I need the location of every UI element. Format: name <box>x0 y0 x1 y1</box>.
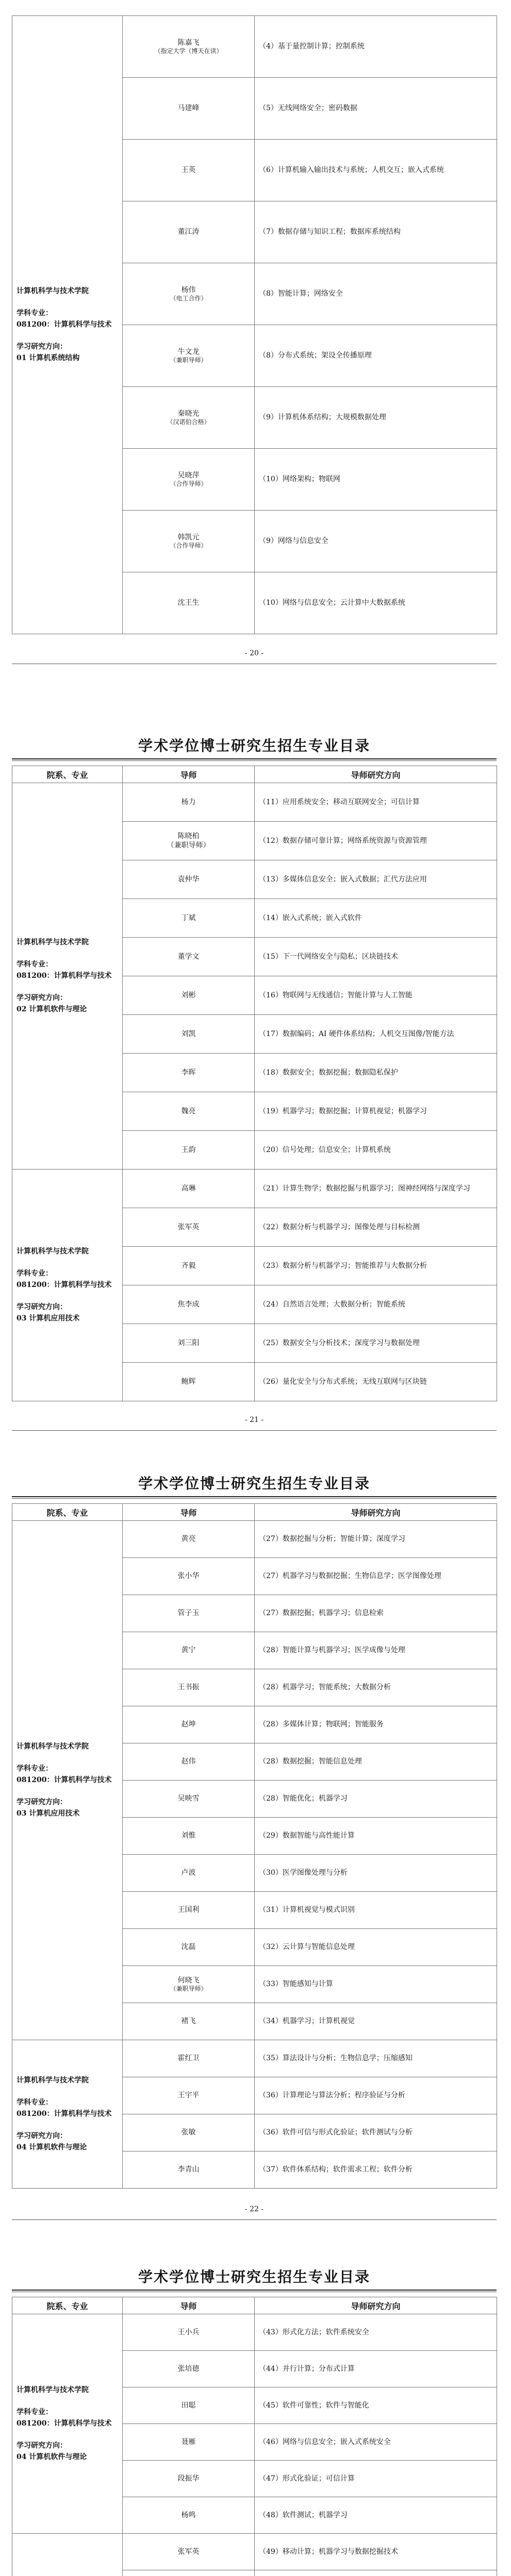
supervisor-cell <box>123 1131 255 1170</box>
supervisor-note: （合作导师） <box>170 480 207 487</box>
research-direction-cell: （37）软件体系结构；软件需求工程；软件分析 <box>255 2151 497 2189</box>
page-title: 学术学位博士研究生招生专业目录 <box>138 737 370 754</box>
catalog-table <box>12 2297 497 2576</box>
research-direction-cell: （46）网络与信息安全；嵌入式系统安全 <box>255 2424 497 2461</box>
supervisor-cell <box>123 2570 255 2576</box>
supervisor-cell <box>123 1781 255 1818</box>
supervisor-name: 陈晓柏 （兼职导师） <box>167 832 210 850</box>
supervisor-name: 王韵 <box>181 1145 196 1154</box>
supervisor-cell <box>123 938 255 976</box>
supervisor-note: （兼职导师） <box>170 1985 207 1992</box>
supervisor-cell <box>123 140 255 201</box>
department-cell <box>12 2534 123 2576</box>
supervisor-cell <box>123 2461 255 2497</box>
supervisor-name: 黄亮 <box>181 1535 196 1544</box>
supervisor-name: 牛文龙 <box>177 347 200 356</box>
supervisor-name: 魏亮 <box>181 1107 196 1115</box>
supervisor-name: 秦晓光 <box>177 409 200 418</box>
supervisor-cell <box>123 1595 255 1632</box>
header-direction: 导师研究方向 <box>255 766 497 783</box>
research-direction-cell: （23）数据分析与机器学习；智能推荐与大数据分析 <box>255 1247 497 1285</box>
page-content <box>12 2257 497 2576</box>
research-direction-cell: （48）软件测试；机器学习 <box>255 2497 497 2534</box>
supervisor-cell <box>123 976 255 1015</box>
catalog-table <box>12 15 497 634</box>
research-direction-cell: （36）计算理论与算法分析；程序验证与分析 <box>255 2077 497 2114</box>
header-supervisor: 导师 <box>123 2297 255 2314</box>
supervisor-name: 韩凯元 <box>177 533 200 541</box>
department-cell: 计算机科学与技术学院 学科专业： 081200：计算机科学与技术 学习研究方向： 02 计算机软件与理论 <box>12 783 123 1170</box>
supervisor-name: 刘三阳 <box>177 1338 200 1347</box>
department-cell: 计算机科学与技术学院 学科专业： 081200：计算机科学与技术 学习研究方向： 03 计算机应用技术 <box>12 1521 123 2040</box>
supervisor-name: 马建峰 <box>177 104 200 113</box>
table-row <box>12 1521 497 1558</box>
supervisor-name: 杨力 <box>181 798 196 806</box>
research-direction-cell: （34）机器学习；计算机视觉 <box>255 2003 497 2040</box>
title-rule <box>12 758 497 759</box>
supervisor-name: 董江涛 <box>177 228 200 236</box>
supervisor-cell <box>123 263 255 325</box>
page-title: 学术学位博士研究生招生专业目录 <box>138 2268 370 2285</box>
table-row <box>12 16 497 78</box>
supervisor-cell <box>123 1363 255 1401</box>
page-separator <box>12 1430 497 1431</box>
research-direction-cell: （10）网络架构；物联网 <box>255 449 497 511</box>
supervisor-name: 管子玉 <box>177 1609 200 1618</box>
research-direction-cell: （17）数据编码；AI 硬件体系结构；人机交互图像/智能方法 <box>255 1015 497 1054</box>
supervisor-cell <box>123 2351 255 2387</box>
research-direction-cell: （33）智能感知与计算 <box>255 1966 497 2003</box>
research-direction-cell: （28）智能计算与机器学习；医学成像与处理 <box>255 1632 497 1669</box>
research-direction-cell: （21）计算生物学；数据挖掘与机器学习；图神经网络与深度学习 <box>255 1170 497 1208</box>
research-direction-cell: （15）下一代网络安全与隐私；区块链技术 <box>255 938 497 976</box>
supervisor-cell <box>123 1632 255 1669</box>
page-number: - 20 - <box>244 649 264 657</box>
supervisor-cell <box>123 1929 255 1966</box>
supervisor-cell <box>123 511 255 572</box>
supervisor-cell <box>123 1743 255 1781</box>
supervisor-name: 聂雁 <box>181 2437 196 2446</box>
research-direction-cell: （36）软件可信与形式化验证；软件测试与分析 <box>255 2114 497 2151</box>
supervisor-cell <box>123 1706 255 1743</box>
research-direction-cell: （9）网络与信息安全 <box>255 511 497 572</box>
research-direction-cell: （11）应用系统安全；移动互联网安全；可信计算 <box>255 783 497 822</box>
supervisor-cell <box>123 2424 255 2461</box>
research-direction-cell <box>255 2570 497 2576</box>
document-page <box>0 2257 511 2576</box>
supervisor-cell <box>123 2040 255 2077</box>
research-direction-cell: （6）计算机输入输出技术与系统；人机交互；嵌入式系统 <box>255 140 497 201</box>
department-cell: 计算机科学与技术学院 学科专业： 081200：计算机科学与技术 学习研究方向： 03 计算机应用技术 <box>12 1170 123 1401</box>
research-direction-cell: （5）无线网络安全；密码数据 <box>255 78 497 140</box>
supervisor-name: 何晓飞 <box>177 1976 200 1985</box>
supervisor-name: 张军英 <box>177 2547 200 2556</box>
research-direction-cell: （30）医学图像处理与分析 <box>255 1855 497 1892</box>
supervisor-cell <box>123 1170 255 1208</box>
header-department: 院系、专业 <box>12 2297 123 2314</box>
supervisor-name: 张敏 <box>181 2128 196 2137</box>
research-direction-cell: （8）智能计算；网络安全 <box>255 263 497 325</box>
department-cell: 计算机科学与技术学院 学科专业： 081200：计算机科学与技术 学习研究方向： 04 计算机软件与理论 <box>12 2314 123 2534</box>
research-direction-cell: （27）机器学习与数据挖掘；生物信息学；医学图像处理 <box>255 1558 497 1595</box>
supervisor-cell <box>123 1092 255 1131</box>
header-direction: 导师研究方向 <box>255 1504 497 1521</box>
research-direction-cell: （28）数据挖掘；智能信息处理 <box>255 1743 497 1781</box>
research-direction-cell: （9）计算机体系结构；大规模数据处理 <box>255 387 497 449</box>
research-direction-cell: （49）移动计算；机器学习与数据挖掘技术 <box>255 2534 497 2570</box>
supervisor-name: 王宇平 <box>177 2091 200 2100</box>
supervisor-cell <box>123 2151 255 2189</box>
supervisor-cell <box>123 1966 255 2003</box>
supervisor-cell <box>123 16 255 78</box>
research-direction-cell: （31）计算机视觉与模式识别 <box>255 1892 497 1929</box>
research-direction-cell: （20）信号处理；信息安全；计算机系统 <box>255 1131 497 1170</box>
research-direction-cell: （47）形式化验证；可信计算 <box>255 2461 497 2497</box>
supervisor-note: （电工合作） <box>170 294 207 302</box>
research-direction-cell: （7）数据存储与知识工程；数据库系统结构 <box>255 201 497 263</box>
supervisor-cell <box>123 2534 255 2570</box>
page-title: 学术学位博士研究生招生专业目录 <box>138 1475 370 1492</box>
supervisor-name: 田聪 <box>181 2401 196 2410</box>
supervisor-cell <box>123 2114 255 2151</box>
document-page <box>0 725 511 1436</box>
research-direction-cell: （45）软件可靠性；软件与智能化 <box>255 2387 497 2424</box>
table-row <box>12 1170 497 1208</box>
supervisor-name: 王书振 <box>177 1683 200 1692</box>
table-header-row <box>12 766 497 783</box>
supervisor-name: 沈磊 <box>181 1943 196 1952</box>
supervisor-name: 卢波 <box>181 1869 196 1877</box>
supervisor-name: 吴晓萍 <box>177 471 200 480</box>
supervisor-cell <box>123 2314 255 2351</box>
supervisor-cell <box>123 1818 255 1855</box>
header-department: 院系、专业 <box>12 766 123 783</box>
supervisor-cell <box>123 899 255 938</box>
title-rule <box>12 1496 497 1497</box>
supervisor-cell <box>123 2497 255 2534</box>
research-direction-cell: （35）算法设计与分析；生物信息学；压缩感知 <box>255 2040 497 2077</box>
supervisor-name: 沈王生 <box>177 599 200 607</box>
supervisor-name: 张军英 <box>177 1223 200 1231</box>
supervisor-name: 刘凯 <box>181 1029 196 1038</box>
supervisor-cell <box>123 1208 255 1247</box>
supervisor-cell <box>123 387 255 449</box>
supervisor-note: （兼职导师） <box>170 356 207 364</box>
research-direction-cell: （29）数据智能与高性能计算 <box>255 1818 497 1855</box>
research-direction-cell: （28）机器学习；智能系统；大数据分析 <box>255 1669 497 1706</box>
catalog-table <box>12 766 497 1401</box>
supervisor-name: 高琳 <box>181 1184 196 1193</box>
page-content <box>12 0 497 670</box>
page-number: - 21 - <box>244 1416 264 1424</box>
research-direction-cell: （26）量化安全与分布式系统；无线互联网与区块链 <box>255 1363 497 1401</box>
supervisor-cell <box>123 1855 255 1892</box>
title-rule-thin <box>12 1498 497 1499</box>
document-page <box>0 1463 511 2226</box>
supervisor-note: （汉诺伯合格） <box>167 418 210 426</box>
supervisor-name: 黄宁 <box>181 1646 196 1655</box>
research-direction-cell: （27）数据挖掘与分析；智能计算；深度学习 <box>255 1521 497 1558</box>
table-row <box>12 2040 497 2077</box>
supervisor-cell <box>123 2387 255 2424</box>
supervisor-name: 李青山 <box>177 2165 200 2174</box>
research-direction-cell: （22）数据分析与机器学习；图像处理与目标检测 <box>255 1208 497 1247</box>
research-direction-cell: （25）数据安全与分析技术；深度学习与数据处理 <box>255 1324 497 1363</box>
supervisor-name: 王国利 <box>177 1906 200 1914</box>
supervisor-cell <box>123 449 255 511</box>
supervisor-name: 董学文 <box>177 952 200 961</box>
supervisor-cell <box>123 1054 255 1092</box>
supervisor-cell <box>123 783 255 822</box>
header-supervisor: 导师 <box>123 1504 255 1521</box>
table-row <box>12 2314 497 2351</box>
supervisor-cell <box>123 1015 255 1054</box>
research-direction-cell: （14）嵌入式系统；嵌入式软件 <box>255 899 497 938</box>
supervisor-cell <box>123 2077 255 2114</box>
research-direction-cell: （28）智能优化；机器学习 <box>255 1781 497 1818</box>
supervisor-name: 吴映雪 <box>177 1794 200 1803</box>
supervisor-name: 霍红卫 <box>177 2054 200 2063</box>
supervisor-name: 杨鸣 <box>181 2511 196 2519</box>
research-direction-cell: （10）网络与信息安全；云计算中大数据系统 <box>255 572 497 634</box>
research-direction-cell: （24）自然语言处理；大数据分析；智能系统 <box>255 1285 497 1324</box>
table-row <box>12 783 497 822</box>
supervisor-name: 赵坤 <box>181 1720 196 1729</box>
supervisor-name: 张培德 <box>177 2364 200 2373</box>
page-content <box>12 1463 497 2226</box>
supervisor-name: 鲍辉 <box>181 1377 196 1386</box>
table-row <box>12 2534 497 2570</box>
supervisor-cell <box>123 1892 255 1929</box>
supervisor-cell <box>123 201 255 263</box>
supervisor-name: 刘惟 <box>181 1832 196 1840</box>
supervisor-cell <box>123 822 255 860</box>
supervisor-cell <box>123 860 255 899</box>
supervisor-cell <box>123 78 255 140</box>
page-number: - 22 - <box>244 2205 264 2213</box>
research-direction-cell: （27）数据挖掘；机器学习；信息检索 <box>255 1595 497 1632</box>
supervisor-name: 褚飞 <box>181 2017 196 2026</box>
supervisor-name: 杨伟 <box>181 285 196 294</box>
supervisor-cell <box>123 2003 255 2040</box>
supervisor-cell <box>123 1247 255 1285</box>
research-direction-cell: （43）形式化方法；软件系统安全 <box>255 2314 497 2351</box>
page-content <box>12 725 497 1436</box>
supervisor-note: （合作导师） <box>170 541 207 549</box>
catalog-table <box>12 1503 497 2189</box>
supervisor-name: 齐毅 <box>181 1261 196 1270</box>
department-cell: 计算机科学与技术学院 学科专业： 081200：计算机科学与技术 学习研究方向： 01 计算机系统结构 <box>12 16 123 634</box>
page-separator <box>12 2219 497 2220</box>
research-direction-cell: （18）数据安全；数据挖掘；数据隐私保护 <box>255 1054 497 1092</box>
supervisor-name: 丁斌 <box>181 913 196 922</box>
supervisor-name: 袁仲华 <box>177 875 200 884</box>
table-header-row <box>12 2297 497 2314</box>
research-direction-cell: （44）并行计算；分布式计算 <box>255 2351 497 2387</box>
research-direction-cell: （19）机器学习；数据挖掘；计算机视觉；机器学习 <box>255 1092 497 1131</box>
header-direction: 导师研究方向 <box>255 2297 497 2314</box>
research-direction-cell: （13）多媒体信息安全；嵌入式数据；汇代方法应用 <box>255 860 497 899</box>
title-rule-thin <box>12 760 497 761</box>
title-rule <box>12 2290 497 2291</box>
supervisor-cell <box>123 1285 255 1324</box>
supervisor-name: 段振华 <box>177 2474 200 2483</box>
supervisor-cell <box>123 1669 255 1706</box>
supervisor-name: 李晖 <box>181 1068 196 1077</box>
supervisor-cell <box>123 325 255 387</box>
research-direction-cell: （8）分布式系统；架设全传播原理 <box>255 325 497 387</box>
research-direction-cell: （16）物联网与无线通信；智能计算与人工智能 <box>255 976 497 1015</box>
supervisor-name: 王小兵 <box>177 2328 200 2336</box>
supervisor-cell <box>123 1558 255 1595</box>
research-direction-cell: （32）云计算与智能信息处理 <box>255 1929 497 1966</box>
document-page <box>0 0 511 670</box>
supervisor-cell <box>123 1521 255 1558</box>
supervisor-note: （指定大学（博天在读） <box>154 47 223 55</box>
department-cell: 计算机科学与技术学院 学科专业： 081200：计算机科学与技术 学习研究方向： 04 计算机软件与理论 <box>12 2040 123 2189</box>
supervisor-name: 刘彬 <box>181 991 196 999</box>
header-department: 院系、专业 <box>12 1504 123 1521</box>
header-supervisor: 导师 <box>123 766 255 783</box>
supervisor-name: 张小华 <box>177 1572 200 1581</box>
supervisor-name: 焦李成 <box>177 1300 200 1309</box>
research-direction-cell: （12）数据存储可靠计算；网络系统资源与资源管理 <box>255 822 497 860</box>
supervisor-cell <box>123 1324 255 1363</box>
research-direction-cell: （28）多媒体计算；物联网；智能服务 <box>255 1706 497 1743</box>
supervisor-name: 陈嘉飞 <box>177 38 200 47</box>
supervisor-name: 王英 <box>181 166 196 175</box>
table-header-row <box>12 1504 497 1521</box>
supervisor-cell <box>123 572 255 634</box>
research-direction-cell: （4）基于量控制计算；控制系统 <box>255 16 497 78</box>
supervisor-name: 赵伟 <box>181 1757 196 1766</box>
